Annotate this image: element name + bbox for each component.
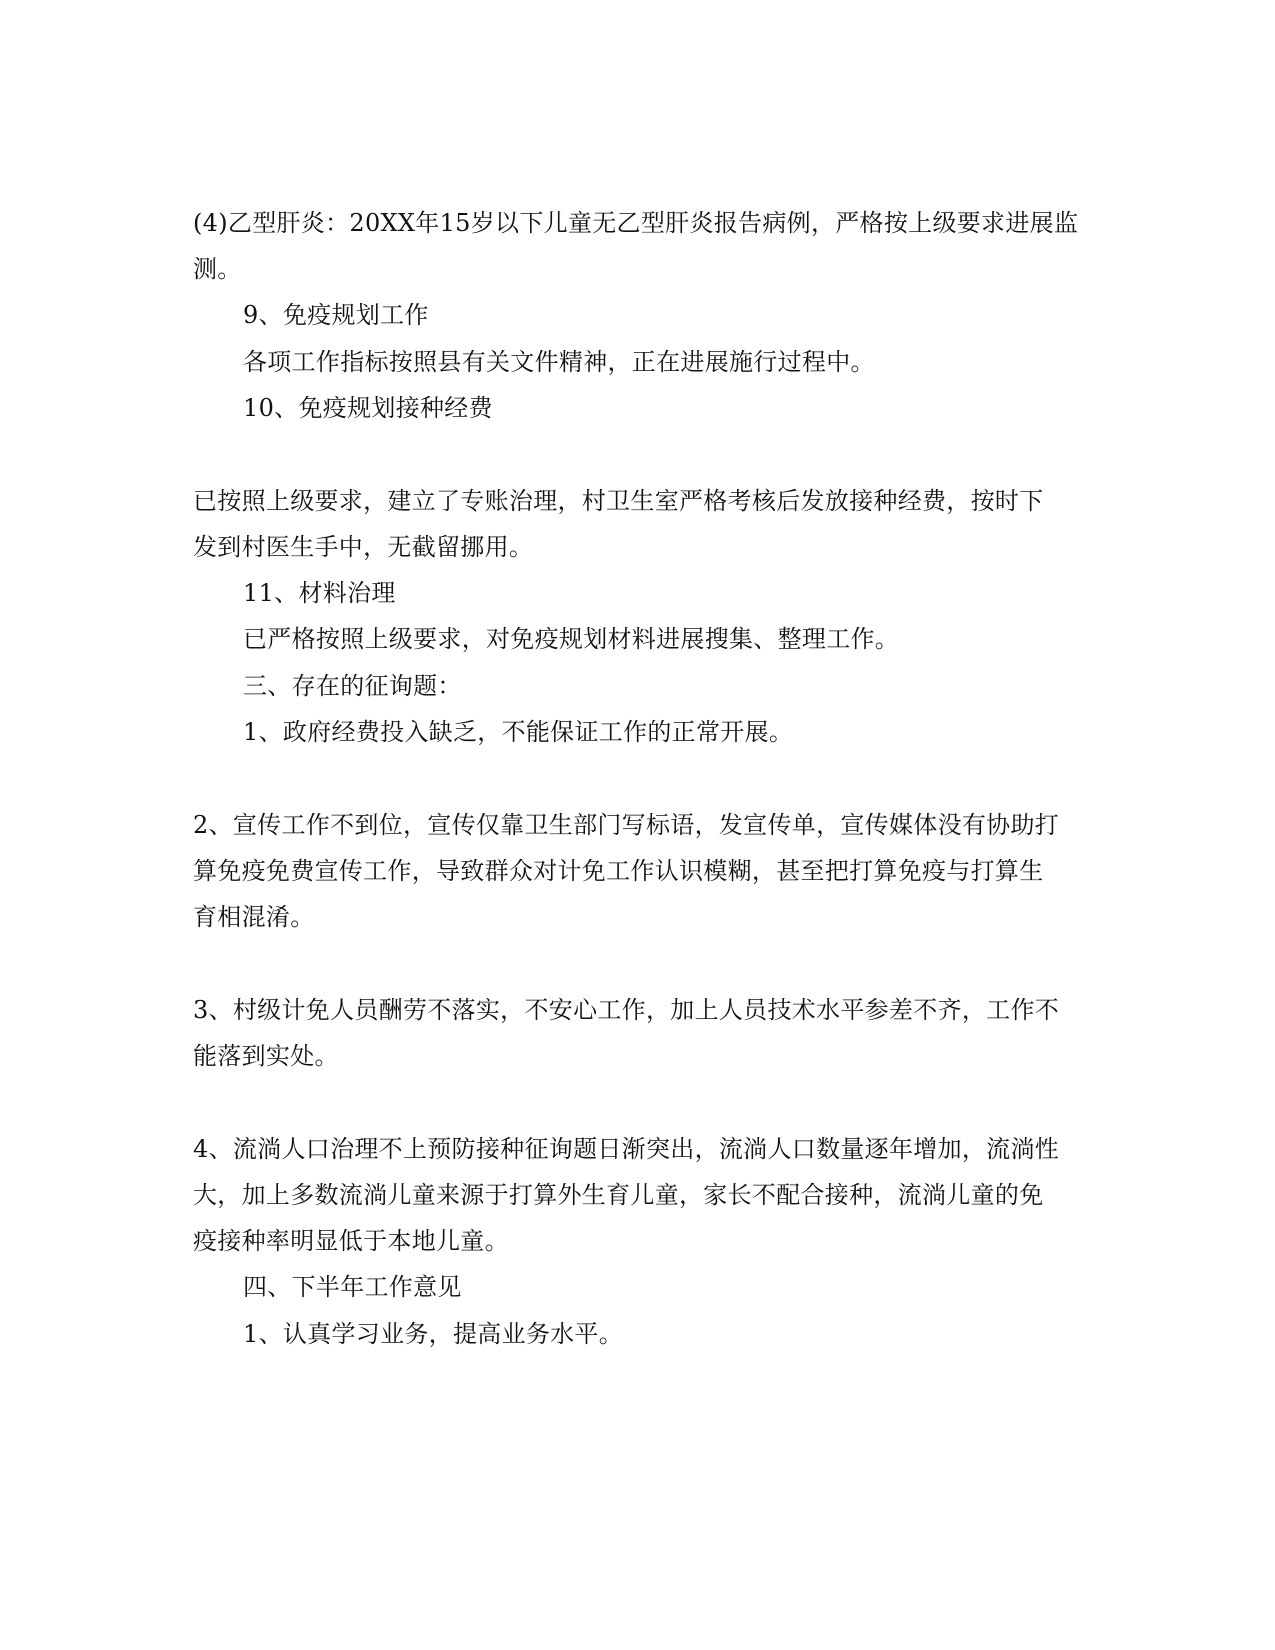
heading-immunization-planning: 9、免疫规划工作 — [243, 301, 429, 329]
heading-second-half-plan: 四、下半年工作意见 — [243, 1273, 462, 1301]
paragraph-materials: 已严格按照上级要求，对免疫规划材料进展搜集、整理工作。 — [243, 625, 900, 653]
paragraph-funding-line-1: 已按照上级要求，建立了专账治理，村卫生室严格考核后发放接种经费，按时下 — [193, 487, 1044, 515]
heading-existing-problems: 三、存在的征询题： — [243, 672, 462, 700]
paragraph-hepatitis-b-line-2: 测。 — [193, 255, 242, 283]
paragraph-funding-line-2: 发到村医生手中，无截留挪用。 — [193, 533, 534, 561]
problem-item-2-line-2: 算免疫免费宣传工作，导致群众对计免工作认识模糊，甚至把打算免疫与打算生 — [193, 857, 1044, 885]
problem-item-2-line-3: 育相混淆。 — [193, 903, 315, 931]
heading-vaccination-funding: 10、免疫规划接种经费 — [243, 394, 493, 422]
problem-item-1: 1、政府经费投入缺乏，不能保证工作的正常开展。 — [243, 718, 794, 746]
paragraph-work-indicators: 各项工作指标按照县有关文件精神，正在进展施行过程中。 — [243, 348, 875, 376]
plan-item-1: 1、认真学习业务，提高业务水平。 — [243, 1320, 624, 1348]
problem-item-4-line-3: 疫接种率明显低于本地儿童。 — [193, 1227, 509, 1255]
problem-item-2-line-1: 2、宣传工作不到位，宣传仅靠卫生部门写标语，发宣传单，宣传媒体没有协助打 — [193, 811, 1060, 839]
problem-item-4-line-1: 4、流淌人口治理不上预防接种征询题日渐突出，流淌人口数量逐年增加，流淌性 — [193, 1135, 1060, 1163]
problem-item-4-line-2: 大，加上多数流淌儿童来源于打算外生育儿童，家长不配合接种，流淌儿童的免 — [193, 1181, 1044, 1209]
problem-item-3-line-1: 3、村级计免人员酬劳不落实，不安心工作，加上人员技术水平参差不齐，工作不 — [193, 996, 1060, 1024]
paragraph-hepatitis-b-line-1: (4)乙型肝炎：20XX年15岁以下儿童无乙型肝炎报告病例，严格按上级要求进展监 — [193, 209, 1079, 237]
heading-materials-management: 11、材料治理 — [243, 579, 396, 607]
problem-item-3-line-2: 能落到实处。 — [193, 1042, 339, 1070]
